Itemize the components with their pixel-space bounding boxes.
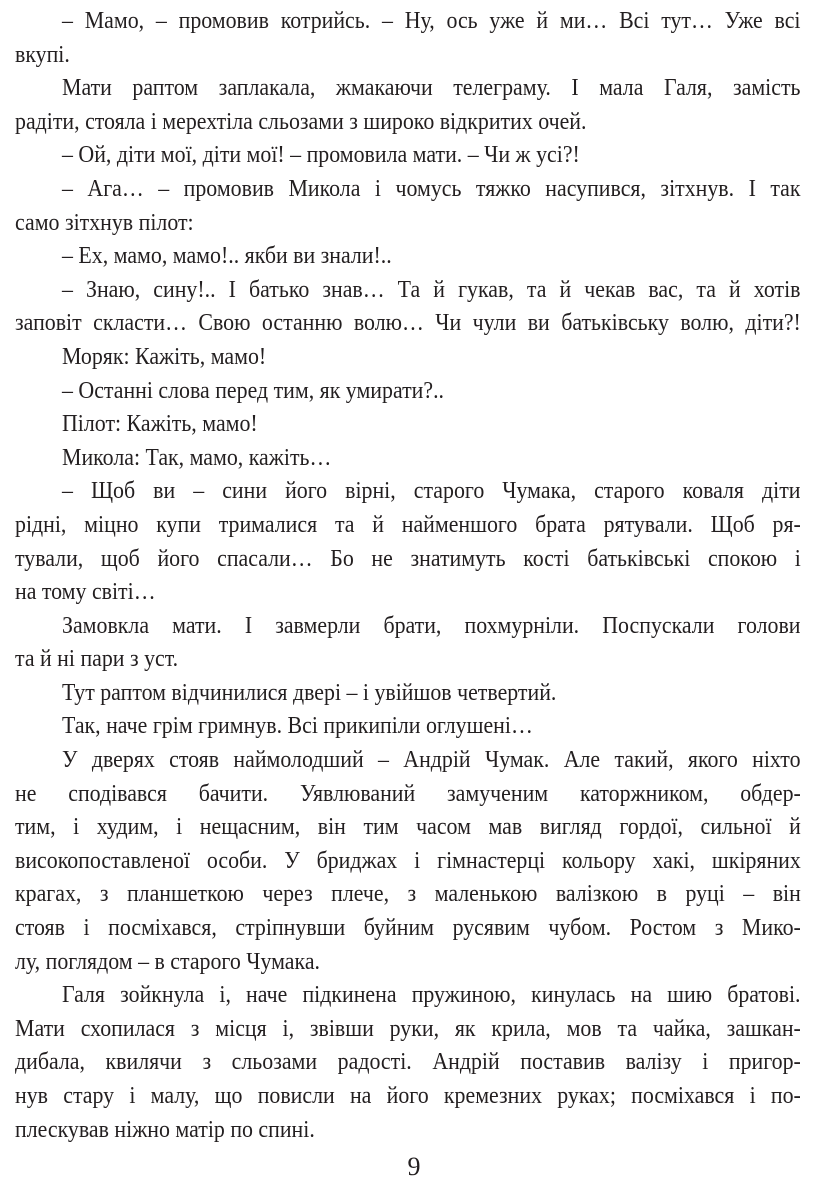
- text-line: [15, 542, 801, 576]
- page-number: 9: [407, 1152, 421, 1181]
- text-line: [15, 1113, 801, 1147]
- line-text: лу, поглядом – в старого Чумака.: [15, 947, 321, 975]
- text-line: [15, 340, 801, 374]
- text-line: [15, 407, 801, 441]
- text-line: [15, 105, 801, 139]
- line-text: – Мамо, – промовив котрийсь. – Ну, ось уже й ми… Всі тут… Уже всі: [62, 7, 801, 34]
- text-line: [15, 609, 801, 643]
- text-line: [15, 911, 801, 945]
- line-text: радіти, стояла і мерехтіла сльозами з широко відкритих очей.: [15, 107, 587, 135]
- text-line: [15, 743, 801, 777]
- line-text: Тут раптом відчинилися двері – і увійшов четвертий.: [62, 678, 557, 706]
- text-line: [15, 877, 801, 911]
- line-text: тим, і худим, і нещасним, він тим часом мав вигляд гордої, сильної й: [15, 813, 801, 841]
- line-text: стояв і посміхався, стріпнувши буйним русявим чубом. Ростом з Мико-: [15, 914, 801, 942]
- text-line: [15, 676, 801, 710]
- line-text: заповіт скласти… Свою останню волю… Чи чули ви батьківську волю, діти?!: [15, 309, 801, 337]
- text-line: [15, 945, 801, 979]
- line-text: Пілот: Кажіть, мамо!: [62, 410, 258, 438]
- text-line: [15, 777, 801, 811]
- text-line: [15, 441, 801, 475]
- text-line: [15, 642, 801, 676]
- line-text: – Останні слова перед тим, як умирати?..: [62, 376, 445, 404]
- line-text: тували, щоб його спасали… Бо не знатимуть кості батьківські спокою і: [15, 544, 801, 572]
- text-line: [15, 374, 801, 408]
- line-text: нув стару і малу, що повисли на його кремезних руках; посміхався і по-: [15, 1082, 801, 1109]
- line-text: Моряк: Кажіть, мамо!: [62, 342, 267, 370]
- line-text: – Знаю, сину!.. І батько знав… Та й гукав, та й чекав вас, та й хотів: [62, 275, 801, 303]
- line-text: – Щоб ви – сини його вірні, старого Чумака, старого коваля діти: [62, 477, 801, 505]
- line-text: Микола: Так, мамо, кажіть…: [62, 443, 332, 471]
- line-text: не сподівався бачити. Уявлюваний замученим каторжником, обдер-: [15, 779, 801, 807]
- text-line: [15, 273, 801, 307]
- line-text: У дверях стояв наймолодший – Андрій Чумак. Але такий, якого ніхто: [62, 746, 801, 774]
- text-line: [15, 810, 801, 844]
- text-line: [15, 1045, 801, 1079]
- text-line: [15, 4, 801, 38]
- line-text: само зітхнув пілот:: [15, 208, 194, 236]
- text-line: [15, 239, 801, 273]
- line-text: та й ні пари з уст.: [15, 645, 179, 673]
- text-line: [15, 978, 801, 1012]
- text-line: [15, 474, 801, 508]
- line-text: Мати схопилася з місця і, звівши руки, як крила, мов та чайка, зашкан-: [15, 1014, 801, 1042]
- line-text: Так, наче грім гримнув. Всі прикипіли оглушені…: [62, 712, 533, 740]
- text-line: [15, 709, 801, 743]
- line-text: крагах, з планшеткою через плече, з маленькою валізкою в руці – він: [15, 880, 801, 908]
- line-text: вкупі.: [15, 40, 70, 68]
- text-line: [15, 1012, 801, 1046]
- text-line: [15, 1079, 801, 1113]
- body-text: [15, 4, 801, 1146]
- line-text: рідні, міцно купи трималися та й найменшого брата рятували. Щоб ря-: [15, 510, 801, 538]
- line-text: дибала, квилячи з сльозами радості. Андрій поставив валізу і пригор-: [15, 1048, 801, 1076]
- text-line: [15, 306, 801, 340]
- line-text: плескував ніжно матір по спині.: [15, 1115, 315, 1143]
- line-text: Замовкла мати. І завмерли брати, похмурніли. Поспускали голови: [62, 611, 801, 639]
- text-line: [15, 172, 801, 206]
- text-line: [15, 38, 801, 72]
- line-text: на тому світі…: [15, 578, 156, 606]
- line-text: Мати раптом заплакала, жмакаючи телеграму. І мала Галя, замість: [62, 74, 801, 102]
- line-text: – Ой, діти мої, діти мої! – промовила мати. – Чи ж усі?!: [62, 141, 580, 169]
- text-line: [15, 71, 801, 105]
- line-text: Галя зойкнула і, наче підкинена пружиною, кинулась на шию братові.: [62, 981, 801, 1009]
- text-line: [15, 575, 801, 609]
- text-line: [15, 508, 801, 542]
- line-text: – Ага… – промовив Микола і чомусь тяжко насупився, зітхнув. І так: [62, 174, 801, 202]
- line-text: – Ех, мамо, мамо!.. якби ви знали!..: [62, 242, 392, 270]
- line-text: високопоставленої особи. У бриджах і гімнастерці кольору хакі, шкіряних: [15, 846, 801, 874]
- text-line: [15, 844, 801, 878]
- text-line: [15, 138, 801, 172]
- text-line: [15, 206, 801, 240]
